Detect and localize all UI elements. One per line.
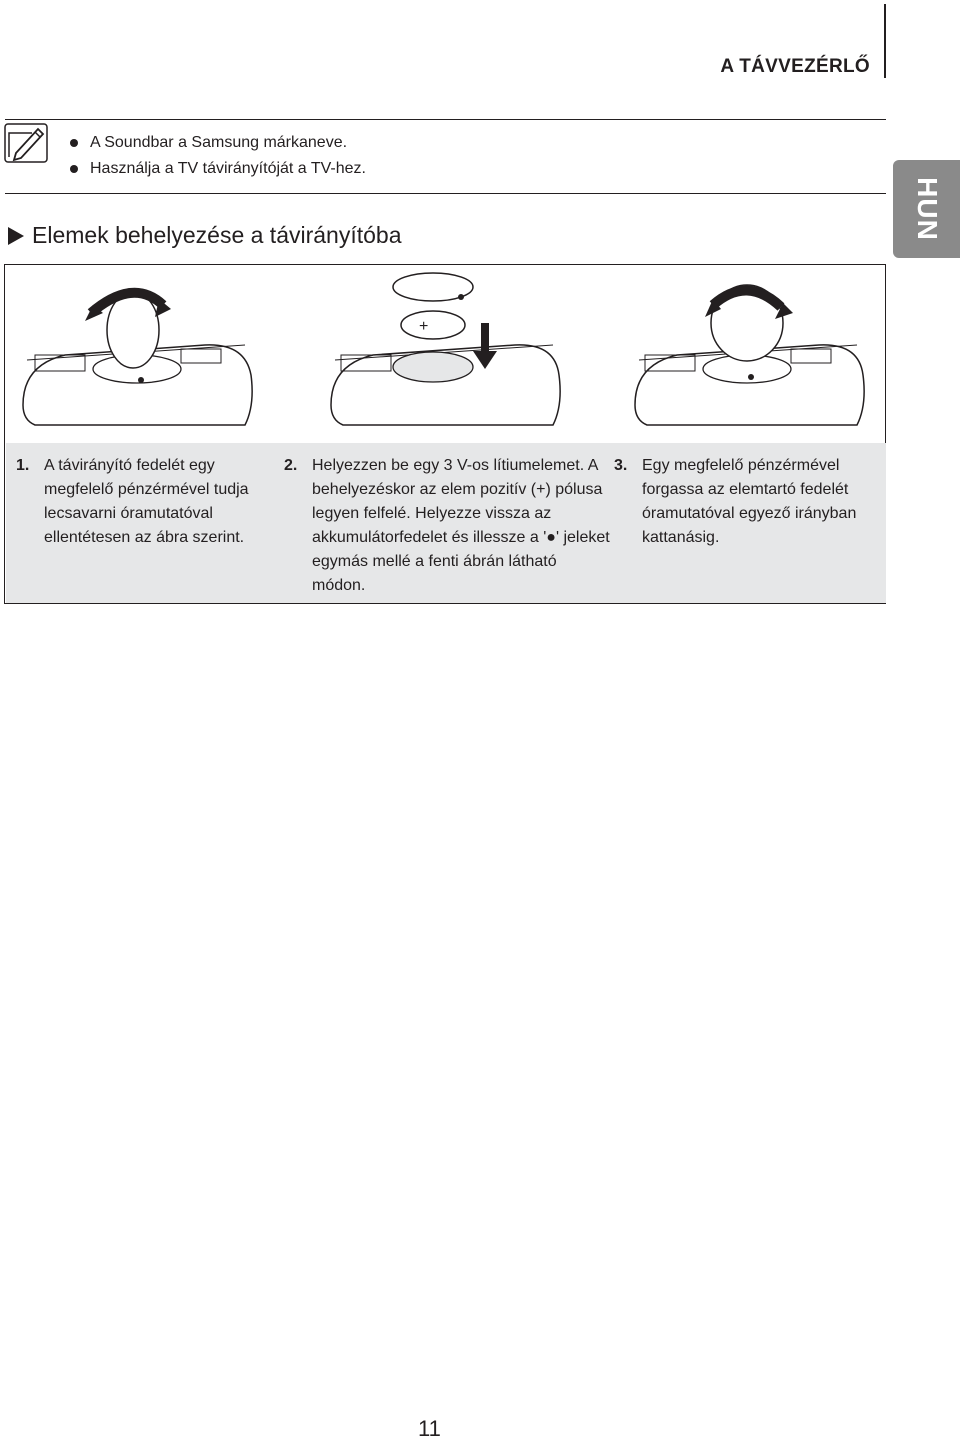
step-number: 3. <box>614 457 628 474</box>
step-item <box>16 454 284 603</box>
language-tab-label: HUN <box>911 177 943 241</box>
step-item <box>284 454 614 603</box>
page-header-title: A TÁVVEZÉRLŐ <box>720 56 870 77</box>
battery-illustration-panel <box>4 264 886 604</box>
note-item: Használja a TV távirányítóját a TV-hez. <box>70 156 366 182</box>
down-arrow-icon <box>481 323 489 353</box>
illustration-step-1 <box>23 292 252 425</box>
note-top-rule <box>5 119 886 120</box>
step-number: 2. <box>284 457 298 474</box>
step-text: Helyezzen be egy 3 V-os lítiumelemet. A behelyezéskor az elem pozitív (+) pólusa legyen felfelé. Helyezze vissza az akkumulátorfedelet és illessze a '●' jeleket egymás mellé a fenti ábrán látható módon. <box>312 457 610 594</box>
language-tab <box>893 160 960 258</box>
step-number: 1. <box>16 457 30 474</box>
section-heading <box>8 222 402 249</box>
page-number: 11 <box>418 1416 441 1441</box>
illustration-step-3 <box>635 285 864 425</box>
note-pencil-icon <box>4 123 48 163</box>
note-item: A Soundbar a Samsung márkaneve. <box>70 130 366 156</box>
note-list <box>70 130 366 182</box>
battery-plus-label: + <box>419 318 429 335</box>
step-text: Egy megfelelő pénzérmével forgassa az elemtartó fedelét óramutatóval egyező irányban kattanásig. <box>642 457 857 546</box>
steps-panel <box>6 443 886 603</box>
step-text: A távirányító fedelét egy megfelelő pénzérmével tudja lecsavarni óramutatóval ellentétesen az ábra szerint. <box>44 457 249 546</box>
remote-illustrations <box>5 265 885 443</box>
note-bottom-rule <box>5 193 886 194</box>
section-title: Elemek behelyezése a távirányítóba <box>32 222 402 248</box>
header-divider <box>884 4 886 78</box>
illustration-step-2 <box>331 273 560 425</box>
step-item <box>614 454 876 603</box>
triangle-arrow-icon <box>8 227 24 245</box>
